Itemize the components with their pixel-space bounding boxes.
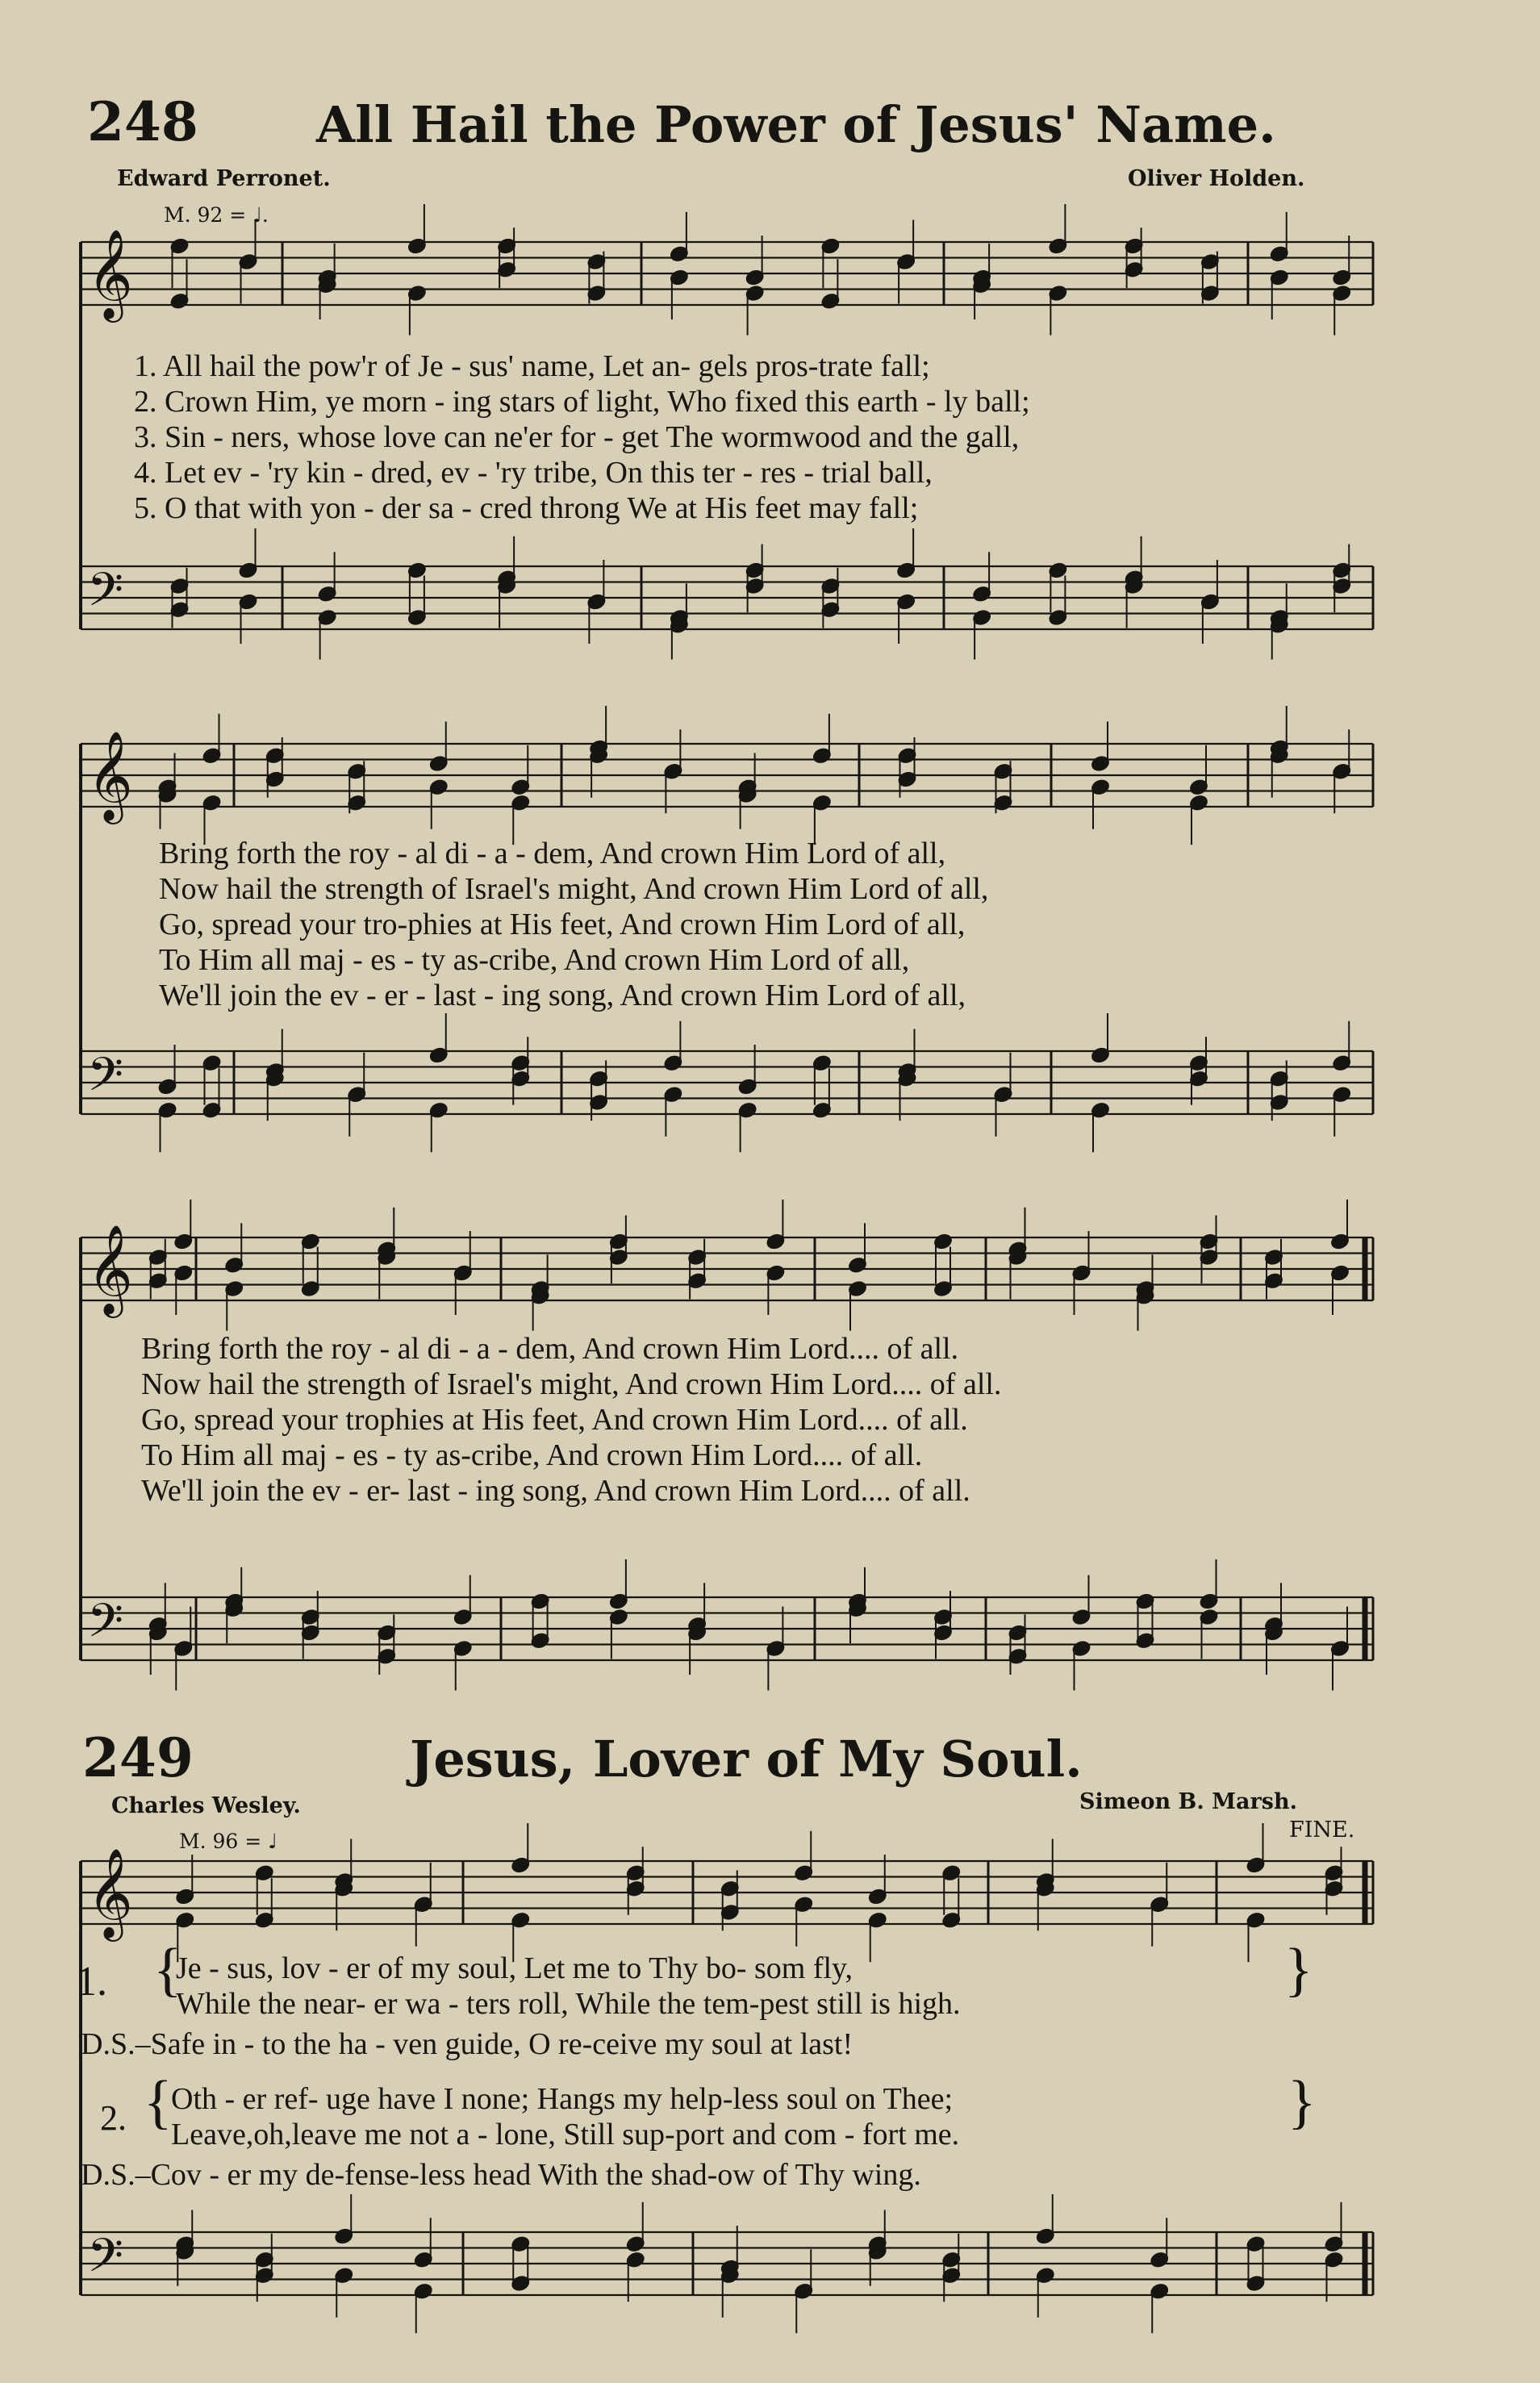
hymn-248-composer: Oliver Holden. [1128, 166, 1305, 191]
bass-clef-icon: 𝄢 [87, 562, 124, 628]
treble-clef-icon: 𝄞 [87, 1847, 133, 1938]
hymn-248-title: All Hail the Power of Jesus' Name. [316, 95, 1276, 154]
lyric-line: Bring forth the roy - al di - a - dem, And crown Him Lord of all, [159, 837, 946, 870]
lyric-line: Now hail the strength of Israel's might, And crown Him Lord of all, [159, 872, 989, 906]
brace-right-icon: } [1284, 1937, 1313, 2003]
lyric-line: Je - sus, lov - er of my soul, Let me to Thy bo- som fly, [176, 1951, 853, 1985]
hymn-248-system-2-lyrics [159, 836, 988, 1013]
hymn-249-metronome: M. 96 = ♩ [179, 1830, 278, 1853]
verse-2-lyrics [171, 2081, 959, 2152]
brace-left-icon: { [144, 2069, 173, 2135]
verse-1-label: 1. [76, 1959, 107, 2005]
hymn-248-lyricist: Edward Perronet. [117, 166, 331, 191]
bass-clef-icon: 𝄢 [87, 2228, 124, 2294]
lyric-line: We'll join the ev - er- last - ing song, And crown Him Lord.... of all. [141, 1474, 970, 1508]
lyric-line: 1. All hail the pow'r of Je - sus' name, Let an- gels pros-trate fall; [134, 349, 930, 383]
lyric-line: Go, spread your tro-phies at His feet, And crown Him Lord of all, [159, 908, 966, 941]
treble-clef-icon: 𝄞 [87, 1224, 133, 1314]
lyric-line: We'll join the ev - er - last - ing song, And crown Him Lord of all, [159, 979, 966, 1012]
verse-1-lyrics [176, 1951, 961, 2022]
lyric-line: To Him all maj - es - ty as-cribe, And crown Him Lord of all, [159, 943, 910, 977]
lyric-line: While the near- er wa - ters roll, While the tem-pest still is high. [176, 1987, 961, 2021]
treble-clef-icon: 𝄞 [87, 730, 133, 820]
lyric-line: 3. Sin - ners, whose love can ne'er for - get The wormwood and the gall, [134, 420, 1020, 454]
bass-clef-icon: 𝄢 [87, 1047, 124, 1113]
lyric-line: 5. O that with yon - der sa - cred throng We at His feet may fall; [134, 491, 919, 525]
ds-line-1: D.S.–Safe in - to the ha - ven guide, O re-ceive my soul at last! [81, 2027, 853, 2061]
lyric-line: Bring forth the roy - al di - a - dem, And crown Him Lord.... of all. [141, 1332, 959, 1366]
lyric-line: 4. Let ev - 'ry kin - dred, ev - 'ry tribe, On this ter - res - trial ball, [134, 456, 933, 490]
brace-left-icon: { [153, 1937, 182, 2003]
lyric-line: 2. Crown Him, ye morn - ing stars of light, Who fixed this earth - ly ball; [134, 385, 1030, 419]
verse-2-label: 2. [100, 2098, 127, 2138]
hymn-248-system-3-lyrics [141, 1331, 1001, 1509]
hymn-249-lyricist: Charles Wesley. [111, 1793, 301, 1818]
hymn-249-composer: Simeon B. Marsh. [1079, 1789, 1297, 1814]
treble-clef-icon: 𝄞 [87, 228, 133, 319]
brace-right-icon: } [1288, 2069, 1317, 2135]
ds-line-2: D.S.–Cov - er my de-fense-less head With the shad-ow of Thy wing. [81, 2158, 921, 2192]
lyric-line: Leave,oh,leave me not a - lone, Still sup-port and com - fort me. [171, 2118, 960, 2151]
fine-marking: FINE. [1289, 1818, 1355, 1843]
hymn-248-metronome: M. 92 = ♩. [164, 203, 269, 227]
lyric-line: Oth - er ref- uge have I none; Hangs my help-less soul on Thee; [171, 2082, 954, 2116]
hymn-248-system-1-lyrics [134, 348, 1030, 526]
hymn-249-number: 249 [82, 1726, 194, 1789]
lyric-line: Now hail the strength of Israel's might, And crown Him Lord.... of all. [141, 1367, 1002, 1401]
hymn-248-number: 248 [87, 90, 198, 153]
lyric-line: Go, spread your trophies at His feet, And crown Him Lord.... of all. [141, 1403, 968, 1437]
hymn-249-title: Jesus, Lover of My Soul. [410, 1730, 1083, 1788]
bass-clef-icon: 𝄢 [87, 1593, 124, 1659]
lyric-line: To Him all maj - es - ty as-cribe, And crown Him Lord.... of all. [141, 1438, 923, 1472]
